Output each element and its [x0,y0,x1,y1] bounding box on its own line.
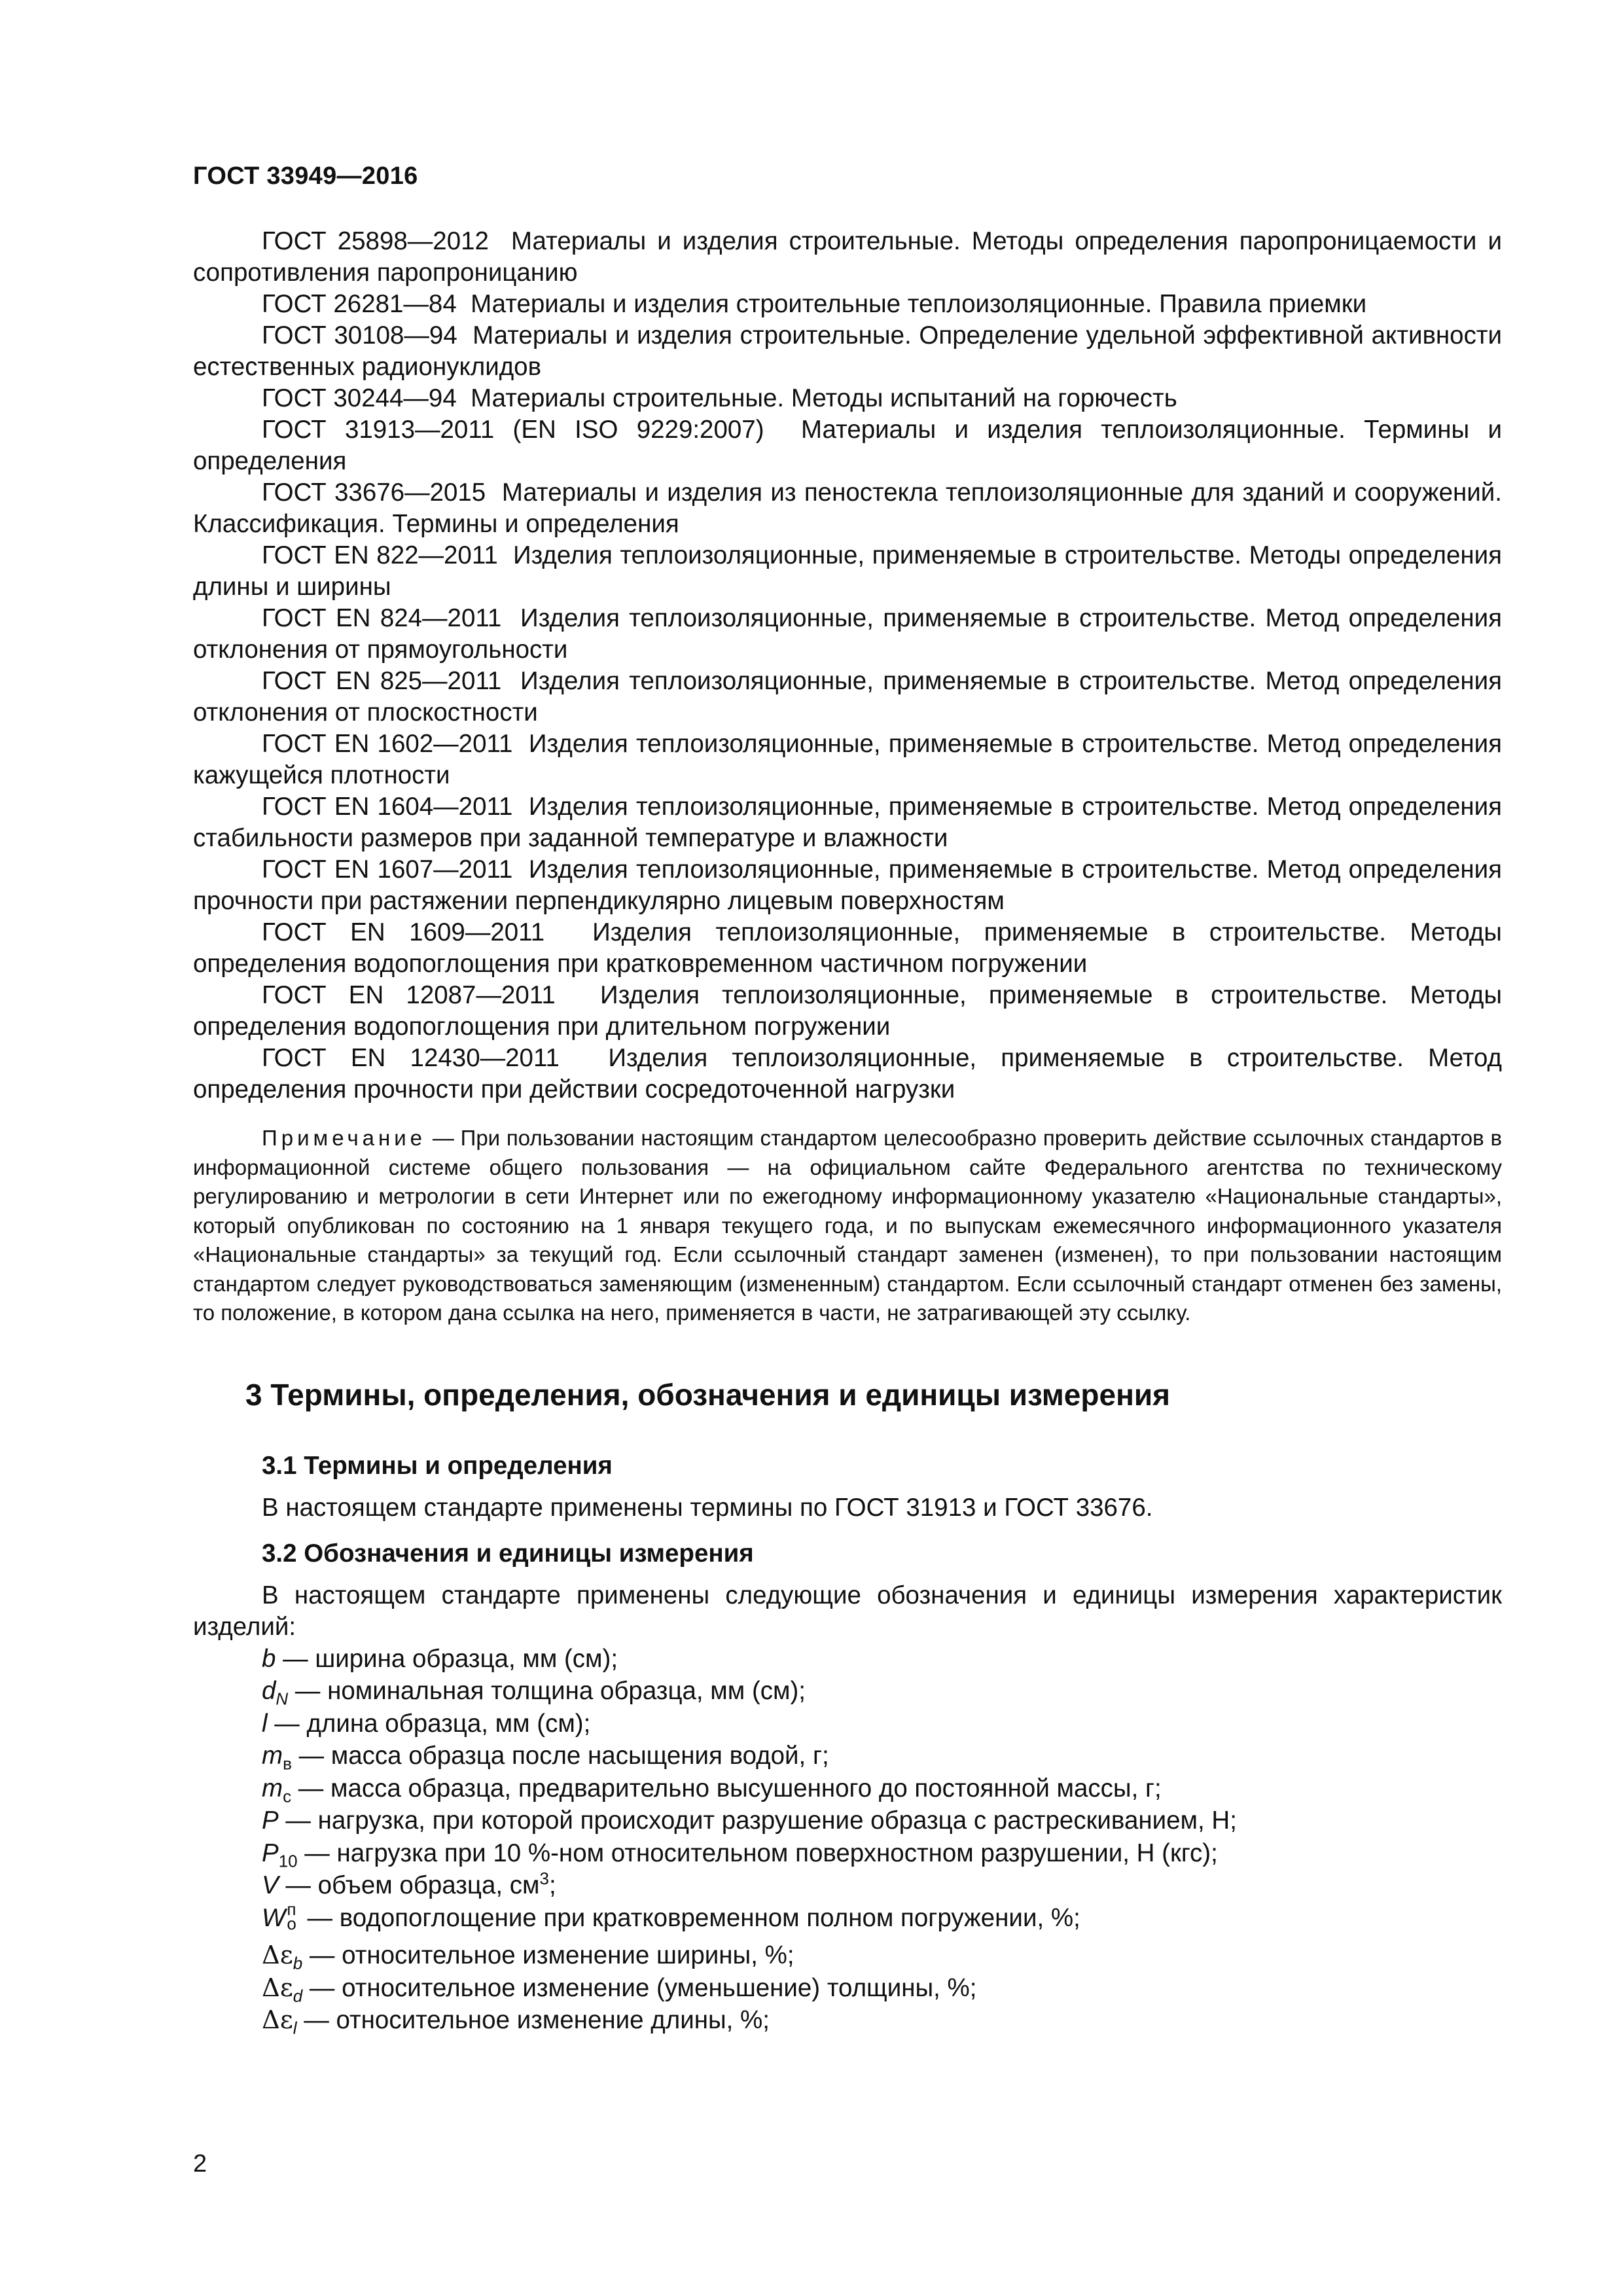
normative-references-list [193,226,1502,1105]
reference-item [193,320,1502,383]
reference-title: Изделия теплоизоляционные, применяемые в строительстве. Методы определения водопоглощения при кратковременном частичном погружении [193,918,1502,978]
reference-item [193,980,1502,1043]
reference-code: ГОСТ EN 1609—2011 [262,918,545,946]
symbol-subscript: с [283,1786,292,1806]
reference-item [193,1043,1502,1105]
note-text: — При пользовании настоящим стандартом целесообразно проверить действие ссылочных стандартов в информационной системе общего пользования — на официальном сайте Федерального агентства по техническому регулированию и метрологии в сети Интернет или по ежегодному информационному указателю «Национальные стандарты», который опубликован по состоянию на 1 января текущего года, и по выпускам ежемесячного информационного указателя «Национальные стандарты» за текущий год. Если ссылочный стандарт заменен (изменен), то при пользовании настоящим стандартом следует руководствоваться заменяющим (измененным) стандартом. Если ссылочный стандарт отменен без замены, то положение, в котором дана ссылка на него, применяется в части, не затрагивающей эту ссылку. [193,1126,1502,1325]
symbol-epsilon: ε [279,1941,293,1970]
symbol-description: — нагрузка при 10 %-ном относительном поверхностном разрушении, Н (кгс); [297,1839,1218,1867]
reference-title: Изделия теплоизоляционные, применяемые в строительстве. Метод определения прочности при растяжении перпендикулярно лицевым поверхностям [193,855,1502,915]
subsection-3-1-text: В настоящем стандарте применены термины по ГОСТ 31913 и ГОСТ 33676. [262,1493,1153,1522]
reference-item [193,603,1502,666]
symbol-description: — длина образца, мм (см); [267,1709,591,1738]
reference-item [193,226,1502,289]
symbol-description: — относительное изменение ширины, %; [302,1941,794,1969]
reference-title: Изделия теплоизоляционные, применяемые в строительстве. Метод определения отклонения от прямоугольности [193,604,1503,664]
symbol: P [262,1806,279,1835]
symbol-item-l [193,1708,1502,1740]
reference-code: ГОСТ EN 1607—2011 [262,855,513,884]
reference-title: Материалы и изделия строительные теплоизоляционные. Правила приемки [471,290,1367,318]
symbol: m [262,1742,283,1770]
reference-code: ГОСТ EN 12430—2011 [262,1044,560,1072]
symbol-subscript: N [276,1689,289,1709]
reference-item [193,854,1502,917]
reference-code: ГОСТ 33676—2015 [262,478,486,507]
reference-title: Изделия теплоизоляционные, применяемые в строительстве. Метод определения стабильности размеров при заданной температуре и влажности [193,793,1502,852]
symbol-delta: Δ [262,1973,280,2003]
reference-item [193,477,1502,540]
reference-title: Изделия теплоизоляционные, применяемые в строительстве. Методы определения длины и ширины [193,541,1502,601]
reference-item [193,666,1502,728]
reference-item [193,728,1502,791]
reference-code: ГОСТ EN 1602—2011 [262,730,513,758]
reference-code: ГОСТ EN 1604—2011 [262,793,513,821]
symbol-description-tail: ; [548,1871,556,1899]
symbol: V [262,1871,279,1899]
page-content [193,226,1502,2037]
symbol-description: — объем образца, см [278,1871,540,1899]
symbol-item-p [193,1804,1502,1837]
symbol-epsilon: ε [279,2005,293,2035]
section-3-title: 3 Термины, определения, обозначения и единицы измерения [245,1377,1170,1412]
symbol-description: — относительное изменение (уменьшение) толщины, %; [302,1973,977,2002]
references-note [193,1124,1502,1328]
symbol-item-delta-eps-d [193,1972,1502,2005]
symbol-description: — относительное изменение длины, %; [296,2006,770,2034]
reference-code: ГОСТ EN 822—2011 [262,541,498,569]
reference-code: ГОСТ EN 825—2011 [262,667,502,695]
reference-code: ГОСТ EN 12087—2011 [262,981,556,1009]
reference-title: Изделия теплоизоляционные, применяемые в строительстве. Метод определения кажущейся плотности [193,730,1502,789]
symbol-item-p10 [193,1837,1502,1870]
reference-code: ГОСТ 31913—2011 (EN ISO 9229:2007) [262,416,764,444]
symbol-item-dn [193,1675,1502,1708]
symbol-item-mc [193,1772,1502,1805]
reference-item [193,383,1502,414]
reference-item [193,917,1502,980]
symbol-subscript: о [287,1914,296,1934]
symbol-delta: Δ [262,1941,280,1970]
symbol-description: — ширина образца, мм (см); [276,1644,618,1673]
symbol-item-mv [193,1740,1502,1772]
symbol-subscript: l [293,2018,297,2038]
symbols-list [193,1643,1502,2037]
reference-code: ГОСТ 30244—94 [262,384,457,412]
reference-code: ГОСТ 25898—2012 [262,227,489,255]
symbol-epsilon: ε [279,1973,293,2003]
symbol-superscript: 3 [539,1869,549,1889]
reference-title: Материалы и изделия из пеностекла теплоизоляционные для зданий и сооружений. Классификация. Термины и определения [193,478,1502,538]
symbol-superscript: п [287,1899,296,1920]
symbol-description: — масса образца после насыщения водой, г; [291,1742,829,1770]
reference-title: Изделия теплоизоляционные, применяемые в строительстве. Метод определения отклонения от плоскостности [193,667,1503,726]
symbol: b [262,1644,276,1673]
reference-title: Изделия теплоизоляционные, применяемые в строительстве. Методы определения водопоглощения при длительном погружении [193,981,1502,1041]
symbol-subscript: d [293,1986,303,2006]
symbol-item-wo [193,1899,1502,1935]
reference-item [193,791,1502,854]
symbol: m [262,1774,283,1803]
reference-title: Материалы строительные. Методы испытаний на горючесть [471,384,1177,412]
symbol-subscript: в [283,1753,292,1774]
reference-title: Материалы и изделия теплоизоляционные. Термины и определения [193,416,1502,475]
page-number: 2 [193,2150,207,2178]
symbol: d [262,1677,276,1705]
symbol-subscript: b [293,1953,303,1973]
symbol-description: — масса образца, предварительно высушенного до постоянной массы, г; [291,1774,1162,1803]
reference-code: ГОСТ 30108—94 [262,321,457,350]
reference-title: Изделия теплоизоляционные, применяемые в строительстве. Метод определения прочности при действии сосредоточенной нагрузки [193,1044,1502,1103]
reference-item [193,540,1502,603]
symbol: l [262,1709,268,1738]
symbol-subscript: 10 [278,1851,298,1871]
reference-item [193,414,1502,477]
symbol-item-delta-eps-l [193,2004,1502,2037]
symbol-item-b [193,1643,1502,1676]
document-code-header: ГОСТ 33949—2016 [193,162,418,190]
symbol-delta: Δ [262,2005,280,2035]
symbol: P [262,1839,279,1867]
subsection-3-2-title: 3.2 Обозначения и единицы измерения [262,1539,754,1568]
subsection-3-2-intro: В настоящем стандарте применены следующие обозначения и единицы измерения характеристик изделий: [193,1581,1502,1641]
subsection-3-1-title: 3.1 Термины и определения [262,1451,613,1480]
note-label: Примечание [262,1126,427,1150]
symbol-description: — нагрузка, при которой происходит разрушение образца с растрескиванием, Н; [278,1806,1237,1835]
reference-title: Материалы и изделия строительные. Методы определения паропроницаемости и сопротивления паропроницанию [193,227,1502,287]
reference-code: ГОСТ EN 824—2011 [262,604,502,632]
reference-title: Материалы и изделия строительные. Определение удельной эффективной активности естественных радионуклидов [193,321,1502,381]
reference-code: ГОСТ 26281—84 [262,290,457,318]
symbol-description: — номинальная толщина образца, мм (см); [288,1677,806,1705]
symbol: W [262,1903,286,1932]
symbol-item-v [193,1869,1502,1902]
symbol-index-stack [287,1899,296,1934]
symbol-description: — водопоглощение при кратковременном полном погружении, %; [300,1903,1080,1932]
reference-item [193,289,1502,320]
symbol-item-delta-eps-b [193,1939,1502,1972]
